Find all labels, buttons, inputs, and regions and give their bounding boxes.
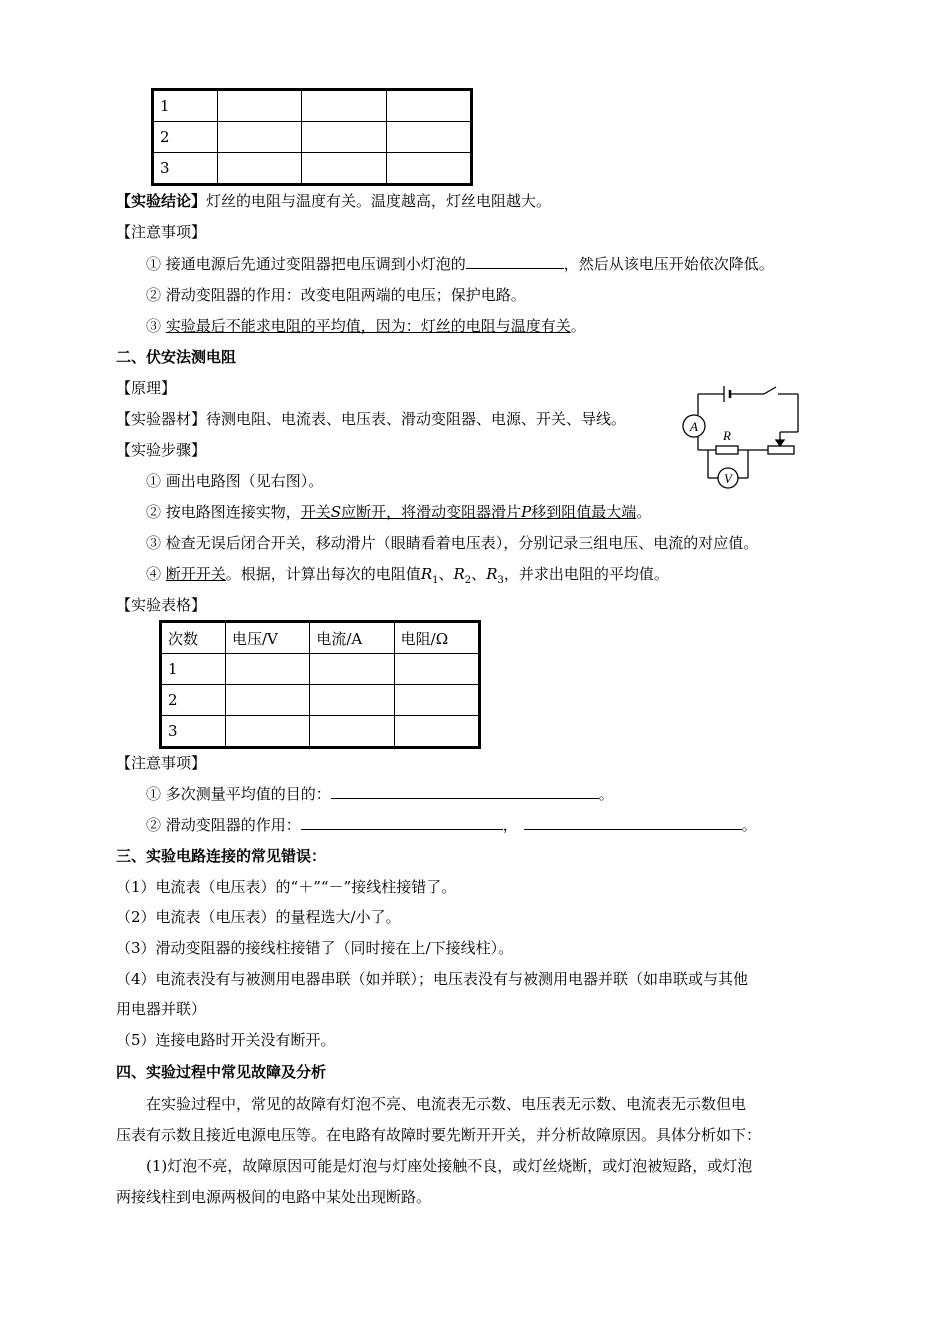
step-1: ① 画出电路图（见右图）。 — [146, 472, 324, 490]
step-text: 。 — [636, 503, 652, 521]
note-text: ② 滑动变阻器的作用： — [146, 816, 301, 834]
table-row — [154, 153, 471, 184]
table-cell — [302, 91, 386, 122]
step-text: ，并求出电阻的平均值。 — [503, 565, 669, 583]
table-row — [162, 654, 479, 685]
table-heading: 【实验表格】 — [116, 596, 207, 614]
note-3 — [146, 316, 586, 336]
note-underlined: 实验最后不能求电阻的平均值，因为：灯丝的电阻与温度有关 — [165, 317, 571, 335]
step-underlined — [301, 503, 636, 521]
table-header-cell: 电压/V — [226, 623, 310, 654]
list-item: （3）滑动变阻器的接线柱接错了（同时接在上/下接线柱）。 — [116, 939, 514, 957]
section-title-2: 二、伏安法测电阻 — [116, 348, 237, 366]
table-header-cell: 电流/A — [310, 623, 394, 654]
table-cell: 3 — [154, 153, 218, 184]
experiment-table — [161, 622, 479, 747]
note-text: 。 — [570, 317, 586, 335]
paragraph-line: (1)灯泡不亮，故障原因可能是灯泡与灯座处接触不良，或灯丝烧断，或灯泡被短路，或灯泡 — [146, 1157, 753, 1175]
note-text: ① 多次测量平均值的目的： — [146, 785, 331, 803]
table-cell — [218, 122, 302, 153]
step-underlined: 断开开关 — [165, 565, 226, 583]
voltmeter-label: V — [724, 471, 732, 486]
resistor-box — [716, 446, 738, 454]
fill-blank[interactable] — [524, 815, 742, 830]
conclusion-heading: 【实验结论】 — [116, 192, 207, 210]
var-s: S — [330, 503, 342, 521]
table-cell: 1 — [162, 654, 226, 685]
list-item: （4）电流表没有与被测用电器串联（如并联）；电压表没有与被测用电器并联（如串联或与其他 — [116, 970, 749, 988]
var-r: R — [420, 565, 433, 583]
note-1 — [146, 254, 774, 274]
steps-heading: 【实验步骤】 — [116, 441, 207, 459]
top-data-table — [153, 90, 471, 184]
var-p: P — [521, 503, 532, 521]
table-row — [162, 716, 479, 747]
step-text: 开关 — [300, 503, 331, 521]
note-text: ① 接通电源后先通过变阻器把电压调到小灯泡的 — [146, 255, 466, 273]
step-text: 移到阻值最大端 — [531, 503, 637, 521]
notes-heading: 【注意事项】 — [116, 223, 207, 241]
step-text: 、 — [438, 565, 454, 583]
table-cell — [310, 716, 394, 747]
table-cell — [302, 153, 386, 184]
ammeter-label: A — [690, 419, 698, 434]
list-item: （2）电流表（电压表）的量程选大/小了。 — [116, 908, 401, 926]
paragraph-line: 压表有示数且接近电源电压等。在电路有故障时要先断开开关，并分析故障原因。具体分析如下： — [116, 1126, 762, 1144]
table-cell: 1 — [154, 91, 218, 122]
resistor-label: R — [723, 428, 731, 443]
step-4 — [146, 564, 669, 591]
section-title-4: 四、实验过程中常见故障及分析 — [116, 1063, 327, 1081]
table-cell — [386, 91, 470, 122]
step-text: ② 按电路图连接实物， — [146, 503, 301, 521]
rheostat-box — [768, 446, 794, 454]
principle-heading: 【原理】 — [116, 379, 177, 397]
table-cell — [386, 153, 470, 184]
table-cell — [226, 685, 310, 716]
note2-1 — [146, 784, 614, 804]
fill-blank[interactable] — [331, 784, 599, 799]
table-cell: 2 — [154, 122, 218, 153]
step-3: ③ 检查无误后闭合开关，移动滑片（眼睛看着电压表），分别记录三组电压、电流的对应值。 — [146, 534, 759, 552]
table-cell — [394, 654, 478, 685]
equipment-line: 【实验器材】待测电阻、电流表、电压表、滑动变阻器、电源、开关、导线。 — [116, 410, 627, 428]
note-text: ，然后从该电压开始依次降低。 — [563, 255, 774, 273]
table-cell — [386, 122, 470, 153]
notes-heading-2: 【注意事项】 — [116, 754, 207, 772]
table-cell — [218, 153, 302, 184]
slider-arrow — [776, 440, 784, 446]
note2-2 — [146, 815, 757, 835]
conclusion-line — [116, 191, 551, 211]
table-cell — [226, 716, 310, 747]
section-title-3: 三、实验电路连接的常见错误： — [116, 847, 327, 865]
note-2: ② 滑动变阻器的作用：改变电阻两端的电压；保护电路。 — [146, 286, 526, 304]
table-header-cell: 电阻/Ω — [394, 623, 478, 654]
table-cell — [302, 122, 386, 153]
note-text: 。 — [598, 785, 614, 803]
note-number: ③ — [146, 317, 166, 335]
table-row — [162, 685, 479, 716]
table-row — [154, 91, 471, 122]
var-r: R — [453, 565, 465, 583]
table-cell — [394, 685, 478, 716]
paragraph-line: 在实验过程中，常见的故障有灯泡不亮、电流表无示数、电压表无示数、电流表无示数但电 — [146, 1095, 747, 1113]
list-item: （5）连接电路时开关没有断开。 — [116, 1031, 336, 1049]
note-text: 。 — [741, 816, 757, 834]
table-row — [154, 122, 471, 153]
table-cell: 2 — [162, 685, 226, 716]
subscript: 1 — [432, 575, 439, 586]
table-header-row — [162, 623, 479, 654]
note-text: ， — [502, 816, 518, 834]
circuit-diagram — [680, 382, 804, 492]
table-cell — [310, 654, 394, 685]
step-2 — [146, 502, 651, 522]
table-cell — [310, 685, 394, 716]
fill-blank[interactable] — [466, 254, 564, 269]
subscript: 2 — [464, 575, 472, 586]
table-header-cell: 次数 — [162, 623, 226, 654]
table-cell — [226, 654, 310, 685]
table-cell — [394, 716, 478, 747]
list-item: （1）电流表（电压表）的“＋”“－”接线柱接错了。 — [116, 878, 457, 896]
var-r: R — [486, 565, 498, 583]
fill-blank[interactable] — [301, 815, 503, 830]
conclusion-text: 灯丝的电阻与温度有关。温度越高，灯丝电阻越大。 — [206, 192, 552, 210]
paragraph-line: 两接线柱到电源两极间的电路中某处出现断路。 — [116, 1188, 432, 1206]
table-cell: 3 — [162, 716, 226, 747]
list-item-continued: 用电器并联） — [116, 1000, 207, 1018]
switch-lever — [764, 387, 776, 394]
step-number: ④ — [146, 565, 166, 583]
step-text: 应断开，将滑动变阻器滑片 — [341, 503, 522, 521]
table-cell — [218, 91, 302, 122]
step-text: 、 — [471, 565, 487, 583]
step-text: 。根据，计算出每次的电阻值 — [225, 565, 421, 583]
subscript: 3 — [497, 575, 504, 586]
